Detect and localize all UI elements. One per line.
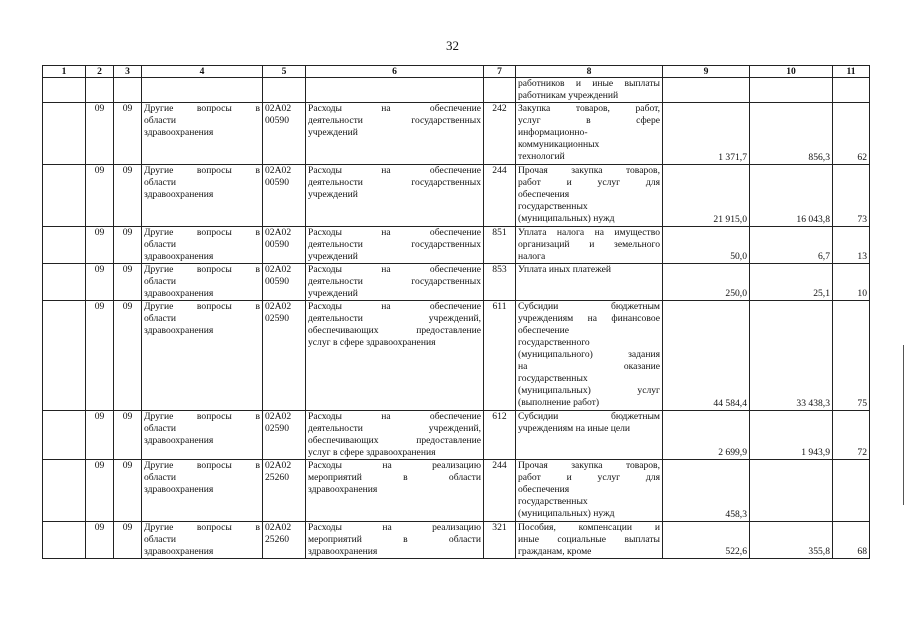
col-header: 3 bbox=[114, 66, 142, 78]
percent-cell: 75 bbox=[833, 301, 870, 411]
col-header: 11 bbox=[833, 66, 870, 78]
cell-line: Расходы на обеспечение bbox=[308, 411, 481, 422]
section-code-cell: 09 bbox=[86, 301, 114, 411]
col-header: 1 bbox=[43, 66, 86, 78]
table-row bbox=[43, 103, 870, 165]
cell-line: (муниципальных) нужд bbox=[518, 213, 615, 224]
cell-line: государственного bbox=[518, 337, 590, 348]
page-number: 32 bbox=[446, 38, 459, 53]
cell-line: учреждений bbox=[308, 189, 358, 200]
section-name-cell bbox=[142, 301, 263, 411]
section-code-cell: 09 bbox=[86, 103, 114, 165]
plan-amount-cell: 21 915,0 bbox=[663, 165, 750, 227]
percent-cell: 73 bbox=[833, 165, 870, 227]
cell-line: области bbox=[144, 313, 177, 324]
target-article-cell bbox=[263, 264, 306, 301]
cell-line: (муниципальных) услуг bbox=[518, 385, 660, 396]
cell-line: здравоохранения bbox=[144, 251, 214, 262]
target-article-cell bbox=[263, 460, 306, 522]
cell-line: Другие вопросы в bbox=[144, 460, 260, 471]
plan-amount-cell: 250,0 bbox=[663, 264, 750, 301]
cell-line: налога bbox=[518, 251, 546, 262]
plan-amount-cell: 1 371,7 bbox=[663, 103, 750, 165]
cell-line: обеспечения bbox=[518, 484, 570, 495]
cell-line: обеспечение bbox=[518, 325, 570, 336]
cell-line: 00590 bbox=[265, 239, 289, 250]
cell-line: 02А02 bbox=[265, 411, 292, 422]
col1-cell bbox=[43, 460, 86, 522]
cell-line: области bbox=[144, 115, 177, 126]
col1-cell bbox=[43, 227, 86, 264]
expense-type-cell bbox=[516, 301, 663, 411]
expense-type-code-cell: 244 bbox=[484, 165, 516, 227]
col-header: 9 bbox=[663, 66, 750, 78]
plan-amount-cell: 50,0 bbox=[663, 227, 750, 264]
cell-line: Другие вопросы в bbox=[144, 165, 260, 176]
cell-line: 00590 bbox=[265, 276, 289, 287]
cell-line: Уплата иных платежей bbox=[518, 264, 612, 275]
cell-line: 02А02 bbox=[265, 227, 292, 238]
subsection-code-cell: 09 bbox=[114, 264, 142, 301]
header-row bbox=[43, 66, 870, 78]
section-code-cell: 09 bbox=[86, 264, 114, 301]
cell-line: работ и услуг для bbox=[518, 177, 660, 188]
cell-line: обеспечения bbox=[518, 189, 570, 200]
cell-line: Уплата налога на имущество bbox=[518, 227, 660, 238]
percent-cell: 10 bbox=[833, 264, 870, 301]
cell-line: работникам учреждений bbox=[518, 90, 619, 101]
cell-line: учреждений bbox=[308, 251, 358, 262]
cell-line: Расходы на обеспечение bbox=[308, 264, 481, 275]
section-name-cell bbox=[142, 103, 263, 165]
cell-line: деятельности государственных bbox=[308, 177, 481, 188]
continuation-row bbox=[43, 78, 870, 103]
table-row bbox=[43, 227, 870, 264]
cell-line: технологий bbox=[518, 151, 565, 162]
cell-line: 02А02 bbox=[265, 103, 292, 114]
expense-name-cell bbox=[306, 264, 484, 301]
cell-line: Прочая закупка товаров, bbox=[518, 165, 660, 176]
actual-amount-cell: 33 438,3 bbox=[750, 301, 833, 411]
cell-line: (муниципальных) нужд bbox=[518, 508, 615, 519]
cell-line: Прочая закупка товаров, bbox=[518, 460, 660, 471]
table-row bbox=[43, 165, 870, 227]
cell-line: государственных bbox=[518, 373, 588, 384]
cell-line: Расходы на реализацию bbox=[308, 522, 481, 533]
plan-amount-cell: 458,3 bbox=[663, 460, 750, 522]
expense-type-cell bbox=[516, 78, 663, 103]
subsection-code-cell: 09 bbox=[114, 165, 142, 227]
cell-line: услуг в сфере bbox=[518, 115, 660, 126]
cell-line: учреждениям на иные цели bbox=[518, 423, 631, 434]
section-name-cell bbox=[142, 411, 263, 460]
cell-line: на оказание bbox=[518, 361, 660, 372]
cell-line: Другие вопросы в bbox=[144, 411, 260, 422]
target-article-cell bbox=[263, 411, 306, 460]
expense-name-cell bbox=[306, 411, 484, 460]
cell-line: Расходы на обеспечение bbox=[308, 301, 481, 312]
cell-line: коммуникационных bbox=[518, 139, 600, 150]
cell-line: здравоохранения bbox=[144, 325, 214, 336]
percent-cell bbox=[833, 460, 870, 522]
expense-type-code-cell: 853 bbox=[484, 264, 516, 301]
cell-line: 02590 bbox=[265, 423, 289, 434]
col1-cell bbox=[43, 165, 86, 227]
expense-type-code-cell: 242 bbox=[484, 103, 516, 165]
scan-edge-line bbox=[903, 345, 904, 505]
expense-name-cell bbox=[306, 522, 484, 559]
cell-line: 25260 bbox=[265, 534, 289, 545]
cell-line: области bbox=[144, 423, 177, 434]
subsection-code-cell: 09 bbox=[114, 301, 142, 411]
cell-line: области bbox=[144, 177, 177, 188]
table-row bbox=[43, 301, 870, 411]
target-article-cell bbox=[263, 301, 306, 411]
cell-line: обеспечивающих предоставление bbox=[308, 325, 481, 336]
cell-line: Другие вопросы в bbox=[144, 103, 260, 114]
cell-line: области bbox=[144, 472, 177, 483]
section-name-cell bbox=[142, 227, 263, 264]
col-header: 4 bbox=[142, 66, 263, 78]
col1-cell bbox=[43, 301, 86, 411]
cell-line: 00590 bbox=[265, 177, 289, 188]
section-name-cell bbox=[142, 460, 263, 522]
section-name-cell bbox=[142, 165, 263, 227]
col1-cell bbox=[43, 411, 86, 460]
cell-line: мероприятий в области bbox=[308, 534, 481, 545]
cell-line: (муниципального) задания bbox=[518, 349, 660, 360]
expense-type-cell bbox=[516, 411, 663, 460]
cell-line: Закупка товаров, работ, bbox=[518, 103, 660, 114]
cell-line: Субсидии бюджетным bbox=[518, 301, 660, 312]
section-name-cell bbox=[142, 264, 263, 301]
cell-line: Расходы на обеспечение bbox=[308, 227, 481, 238]
actual-amount-cell: 856,3 bbox=[750, 103, 833, 165]
expense-type-cell bbox=[516, 460, 663, 522]
cell-line: деятельности государственных bbox=[308, 115, 481, 126]
cell-line: учреждений bbox=[308, 127, 358, 138]
expense-name-cell bbox=[306, 301, 484, 411]
section-code-cell: 09 bbox=[86, 227, 114, 264]
section-code-cell: 09 bbox=[86, 165, 114, 227]
expense-type-cell bbox=[516, 165, 663, 227]
cell-line: гражданам, кроме bbox=[518, 546, 592, 557]
expense-name-cell bbox=[306, 165, 484, 227]
cell-line: Пособия, компенсации и bbox=[518, 522, 660, 533]
cell-line: обеспечивающих предоставление bbox=[308, 435, 481, 446]
expense-name-cell bbox=[306, 227, 484, 264]
cell-line: деятельности государственных bbox=[308, 239, 481, 250]
target-article-cell bbox=[263, 103, 306, 165]
cell-line: учреждениям на финансовое bbox=[518, 313, 660, 324]
cell-line: услуг в сфере здравоохранения bbox=[308, 447, 436, 458]
actual-amount-cell: 355,8 bbox=[750, 522, 833, 559]
cell-line: 02А02 bbox=[265, 522, 292, 533]
percent-cell: 68 bbox=[833, 522, 870, 559]
cell-line: деятельности государственных bbox=[308, 276, 481, 287]
cell-line: здравоохранения bbox=[144, 127, 214, 138]
table-row bbox=[43, 411, 870, 460]
cell-line: области bbox=[144, 276, 177, 287]
section-code-cell: 09 bbox=[86, 522, 114, 559]
cell-line: здравоохранения bbox=[144, 546, 214, 557]
cell-line: работ и услуг для bbox=[518, 472, 660, 483]
actual-amount-cell: 16 043,8 bbox=[750, 165, 833, 227]
cell-line: иные социальные выплаты bbox=[518, 534, 660, 545]
cell-line: 02А02 bbox=[265, 460, 292, 471]
expense-type-code-cell: 612 bbox=[484, 411, 516, 460]
subsection-code-cell: 09 bbox=[114, 103, 142, 165]
section-name-cell bbox=[142, 522, 263, 559]
expense-name-cell bbox=[306, 460, 484, 522]
col-header: 6 bbox=[306, 66, 484, 78]
subsection-code-cell: 09 bbox=[114, 411, 142, 460]
section-code-cell: 09 bbox=[86, 411, 114, 460]
cell-line: Другие вопросы в bbox=[144, 264, 260, 275]
cell-line: 02590 bbox=[265, 313, 289, 324]
budget-table bbox=[42, 65, 870, 559]
cell-line: организаций и земельного bbox=[518, 239, 660, 250]
subsection-code-cell: 09 bbox=[114, 522, 142, 559]
table-row bbox=[43, 264, 870, 301]
subsection-code-cell: 09 bbox=[114, 460, 142, 522]
cell-line: 25260 bbox=[265, 472, 289, 483]
cell-line: области bbox=[144, 534, 177, 545]
cell-line: здравоохранения bbox=[144, 189, 214, 200]
expense-type-cell bbox=[516, 522, 663, 559]
expense-type-code-cell: 851 bbox=[484, 227, 516, 264]
cell-line: Расходы на обеспечение bbox=[308, 165, 481, 176]
section-code-cell: 09 bbox=[86, 460, 114, 522]
expense-name-cell bbox=[306, 103, 484, 165]
cell-line: информационно- bbox=[518, 127, 588, 138]
cell-line: здравоохранения bbox=[308, 484, 378, 495]
cell-line: Расходы на реализацию bbox=[308, 460, 481, 471]
col1-cell bbox=[43, 103, 86, 165]
expense-type-code-cell: 244 bbox=[484, 460, 516, 522]
target-article-cell bbox=[263, 165, 306, 227]
cell-line: 00590 bbox=[265, 115, 289, 126]
expense-type-code-cell: 321 bbox=[484, 522, 516, 559]
plan-amount-cell: 44 584,4 bbox=[663, 301, 750, 411]
col1-cell bbox=[43, 522, 86, 559]
plan-amount-cell: 522,6 bbox=[663, 522, 750, 559]
cell-line: Расходы на обеспечение bbox=[308, 103, 481, 114]
actual-amount-cell: 1 943,9 bbox=[750, 411, 833, 460]
cell-line: Другие вопросы в bbox=[144, 301, 260, 312]
cell-line: 02А02 bbox=[265, 264, 292, 275]
cell-line: деятельности учреждений, bbox=[308, 423, 481, 434]
cell-line: здравоохранения bbox=[144, 435, 214, 446]
cell-line: здравоохранения bbox=[144, 288, 214, 299]
cell-line: 02А02 bbox=[265, 301, 292, 312]
table-row bbox=[43, 522, 870, 559]
col-header: 8 bbox=[516, 66, 663, 78]
expense-type-cell bbox=[516, 103, 663, 165]
cell-line: здравоохранения bbox=[144, 484, 214, 495]
cell-line: работников и иные выплаты bbox=[518, 78, 660, 89]
col1-cell bbox=[43, 264, 86, 301]
subsection-code-cell: 09 bbox=[114, 227, 142, 264]
expense-type-cell bbox=[516, 227, 663, 264]
cell-line: 02А02 bbox=[265, 165, 292, 176]
table-row bbox=[43, 460, 870, 522]
col-header: 5 bbox=[263, 66, 306, 78]
actual-amount-cell: 25,1 bbox=[750, 264, 833, 301]
actual-amount-cell bbox=[750, 460, 833, 522]
expense-type-code-cell: 611 bbox=[484, 301, 516, 411]
col-header: 10 bbox=[750, 66, 833, 78]
percent-cell: 62 bbox=[833, 103, 870, 165]
percent-cell: 72 bbox=[833, 411, 870, 460]
cell-line: услуг в сфере здравоохранения bbox=[308, 337, 436, 348]
target-article-cell bbox=[263, 227, 306, 264]
expense-type-cell bbox=[516, 264, 663, 301]
cell-line: государственных bbox=[518, 496, 588, 507]
target-article-cell bbox=[263, 522, 306, 559]
cell-line: мероприятий в области bbox=[308, 472, 481, 483]
col-header: 2 bbox=[86, 66, 114, 78]
cell-line: государственных bbox=[518, 201, 588, 212]
cell-line: области bbox=[144, 239, 177, 250]
cell-line: Другие вопросы в bbox=[144, 227, 260, 238]
actual-amount-cell: 6,7 bbox=[750, 227, 833, 264]
percent-cell: 13 bbox=[833, 227, 870, 264]
cell-line: здравоохранения bbox=[308, 546, 378, 557]
cell-line: деятельности учреждений, bbox=[308, 313, 481, 324]
cell-line: Другие вопросы в bbox=[144, 522, 260, 533]
cell-line: (выполнение работ) bbox=[518, 397, 600, 408]
col-header: 7 bbox=[484, 66, 516, 78]
plan-amount-cell: 2 699,9 bbox=[663, 411, 750, 460]
cell-line: учреждений bbox=[308, 288, 358, 299]
cell-line: Субсидии бюджетным bbox=[518, 411, 660, 422]
